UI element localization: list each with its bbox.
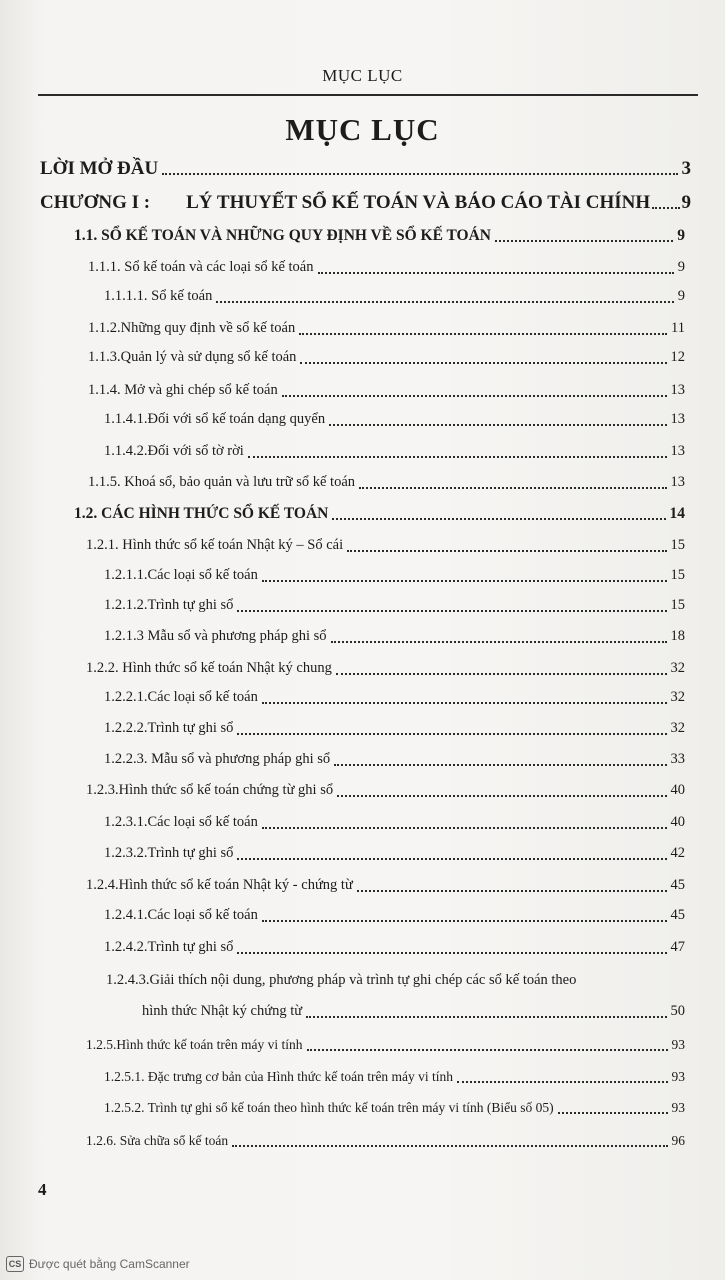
toc-entry-text: 1.1.5. Khoá sổ, bảo quản và lưu trữ sổ kế toán [88,474,356,490]
dot-leader [262,827,667,829]
toc-entry-page: 93 [671,1069,685,1084]
toc-entry-page: 9 [681,192,691,213]
toc-entry-1-1-1-1[interactable] [104,288,685,305]
toc-entry-page: 12 [670,349,685,365]
dot-leader [306,1016,666,1018]
toc-entry-page: 15 [670,537,685,553]
dot-leader [232,1145,667,1147]
toc-entry-page: 14 [669,505,685,522]
toc-entry-text: 1.1.1.1. Sổ kế toán [104,288,213,304]
toc-entry-text: 1.2.1. Hình thức sổ kế toán Nhật ký – Sổ cái [86,537,344,553]
toc-entry-page: 13 [670,411,685,427]
toc-chapter-label: CHƯƠNG I : [40,192,151,213]
toc-entry-text: 1.2.1.3 Mẫu sổ và phương pháp ghi sổ [104,628,327,644]
dot-leader [216,301,673,303]
toc-entry-1-2-4-2[interactable] [104,939,685,956]
dot-leader [652,207,679,209]
toc-entry-text: 1.1.1. Sổ kế toán và các loại sổ kế toán [88,259,314,275]
toc-entry-page: 42 [670,845,685,861]
dot-leader [162,173,677,175]
toc-entry-1-2-1-3[interactable] [104,628,685,645]
toc-entry-page: 13 [670,382,685,398]
toc-entry-text: hình thức Nhật ký chứng từ [142,1003,303,1019]
toc-entry-page: 13 [670,443,685,459]
toc-entry-1-2-1-1[interactable] [104,567,685,584]
toc-entry-1-2-4-3[interactable] [106,972,685,989]
dot-leader [262,580,667,582]
toc-entry-text: 1.2.3.1.Các loại sổ kế toán [104,814,258,830]
dot-leader [237,952,666,954]
toc-entry-1-2-6[interactable] [86,1133,685,1149]
toc-entry-1-1[interactable] [74,227,685,245]
dot-leader [347,550,666,552]
toc-entry-page: 40 [670,814,685,830]
toc-entry-page: 15 [670,597,685,613]
dot-leader [332,518,665,520]
toc-entry-1-2-1[interactable] [86,537,685,554]
toc-entry-1-2-5[interactable] [86,1037,685,1053]
toc-entry-page: 9 [677,288,685,304]
dot-leader [262,702,667,704]
toc-entry-page: 32 [670,689,685,705]
toc-entry-1-2-3-2[interactable] [104,845,685,862]
toc-entry-loi-mo-dau[interactable] [40,158,691,180]
toc-entry-text: 1.2.3.2.Trình tự ghi sổ [104,845,234,861]
toc-entry-1-1-1[interactable] [88,259,685,276]
dot-leader [237,610,666,612]
toc-entry-text: 1.2.2. Hình thức sổ kế toán Nhật ký chung [86,660,332,676]
toc-entry-text: LÝ THUYẾT SỔ KẾ TOÁN VÀ BÁO CÁO TÀI CHÍNH [186,192,651,213]
toc-entry-text: 1.1.4.2.Đối với sổ tờ rời [104,443,244,459]
toc-entry-page: 13 [670,474,685,490]
toc-entry-page: 33 [670,751,685,767]
toc-entry-1-2-4[interactable] [86,877,685,894]
toc-entry-1-2-2-1[interactable] [104,689,685,706]
page-title: MỤC LỤC [285,112,440,147]
toc-entry-1-1-4[interactable] [88,382,685,399]
toc-entry-page: 96 [671,1133,685,1148]
toc-entry-1-2-1-2[interactable] [104,597,685,614]
dot-leader [248,456,667,458]
dot-leader [318,272,674,274]
toc-entry-1-1-3[interactable] [88,349,685,366]
dot-leader [307,1049,668,1051]
toc-entry-text: 1.2.2.3. Mẫu sổ và phương pháp ghi sổ [104,751,331,767]
toc-entry-text: 1.1.2.Những quy định về sổ kế toán [88,320,296,336]
toc-entry-text: 1.2.1.1.Các loại sổ kế toán [104,567,258,583]
dot-leader [558,1112,668,1114]
toc-entry-text: 1.1.3.Quản lý và sử dụng sổ kế toán [88,349,297,365]
toc-entry-page: 45 [670,877,685,893]
dot-leader [299,333,667,335]
toc-entry-1-1-4-1[interactable] [104,411,685,428]
dot-leader [457,1081,667,1083]
toc-entry-1-2-2-3[interactable] [104,751,685,768]
toc-entry-text: 1.2.2.1.Các loại sổ kế toán [104,689,258,705]
dot-leader [329,424,666,426]
toc-entry-text: 1.2.4.1.Các loại sổ kế toán [104,907,258,923]
toc-entry-text: 1.2.2.2.Trình tự ghi sổ [104,720,234,736]
toc-entry-1-2-3-1[interactable] [104,814,685,831]
toc-entry-page: 32 [670,720,685,736]
toc-entry-text: 1.1.4.1.Đối với sổ kế toán dạng quyển [104,411,326,427]
camscanner-icon: CS [6,1256,24,1272]
dot-leader [237,858,666,860]
running-header: MỤC LỤC [322,66,403,85]
dot-leader [282,395,667,397]
toc-entry-text: 1.2.6. Sửa chữa sổ kế toán [86,1133,229,1148]
toc-entry-1-2-4-3-cont[interactable] [142,1003,685,1020]
toc-entry-page: 11 [671,320,685,336]
dot-leader [331,641,667,643]
toc-entry-text: 1.2.4.3.Giải thích nội dung, phương pháp và trình tự ghi chép các sổ kế toán theo [106,972,577,988]
toc-entry-1-2-5-2[interactable] [104,1100,685,1116]
page-number: 4 [38,1180,47,1199]
dot-leader [334,764,666,766]
toc-entry-text: 1.2. CÁC HÌNH THỨC SỔ KẾ TOÁN [74,505,329,522]
dot-leader [336,673,667,675]
toc-entry-text: 1.2.4.Hình thức sổ kế toán Nhật ký - chứng từ [86,877,353,893]
toc-entry-page: 3 [681,158,691,179]
toc-entry-text: 1.2.5.1. Đặc trưng cơ bản của Hình thức kế toán trên máy vi tính [104,1069,454,1084]
toc-entry-page: 32 [670,660,685,676]
toc-entry-page: 40 [670,782,685,798]
toc-entry-text: 1.2.4.2.Trình tự ghi sổ [104,939,234,955]
toc-entry-page: 15 [670,567,685,583]
toc-entry-text: 1.1.4. Mở và ghi chép sổ kế toán [88,382,278,398]
dot-leader [495,240,673,242]
toc-entry-1-2[interactable] [74,505,685,523]
dot-leader [359,487,666,489]
dot-leader [300,362,666,364]
camscanner-text: Được quét bằng CamScanner [29,1257,190,1271]
toc-entry-text: 1.2.5.2. Trình tự ghi sổ kế toán theo hình thức kế toán trên máy vi tính (Biểu số 05) [104,1100,554,1115]
toc-entry-page: 47 [670,939,685,955]
camscanner-watermark [6,1256,190,1272]
toc-entry-page: 93 [671,1037,685,1052]
toc-entry-text: 1.2.3.Hình thức sổ kế toán chứng từ ghi sổ [86,782,334,798]
toc-entry-text: 1.2.5.Hình thức kế toán trên máy vi tính [86,1037,303,1052]
toc-entry-page: 9 [677,227,685,244]
toc-entry-text: 1.2.1.2.Trình tự ghi sổ [104,597,234,613]
toc-entry-1-1-2[interactable] [88,320,685,337]
toc-entry-1-1-5[interactable] [88,474,685,491]
toc-entry-page: 50 [670,1003,685,1019]
toc-entry-text: 1.1. SỔ KẾ TOÁN VÀ NHỮNG QUY ĐỊNH VỀ SỔ KẾ TOÁN [74,227,492,244]
toc-entry-page: 9 [677,259,685,275]
toc-entry-1-1-4-2[interactable] [104,443,685,460]
toc-entry-1-2-5-1[interactable] [104,1069,685,1085]
dot-leader [237,733,666,735]
toc-entry-page: 93 [671,1100,685,1115]
toc-entry-1-2-3[interactable] [86,782,685,799]
toc-entry-text: LỜI MỞ ĐẦU [40,158,159,179]
toc-entry-page: 45 [670,907,685,923]
dot-leader [337,795,666,797]
toc-entry-1-2-4-1[interactable] [104,907,685,924]
toc-entry-1-2-2[interactable] [86,660,685,677]
dot-leader [262,920,667,922]
toc-entry-page: 18 [670,628,685,644]
dot-leader [357,890,667,892]
toc-entry-chapter-1[interactable] [40,192,691,214]
toc-entry-1-2-2-2[interactable] [104,720,685,737]
